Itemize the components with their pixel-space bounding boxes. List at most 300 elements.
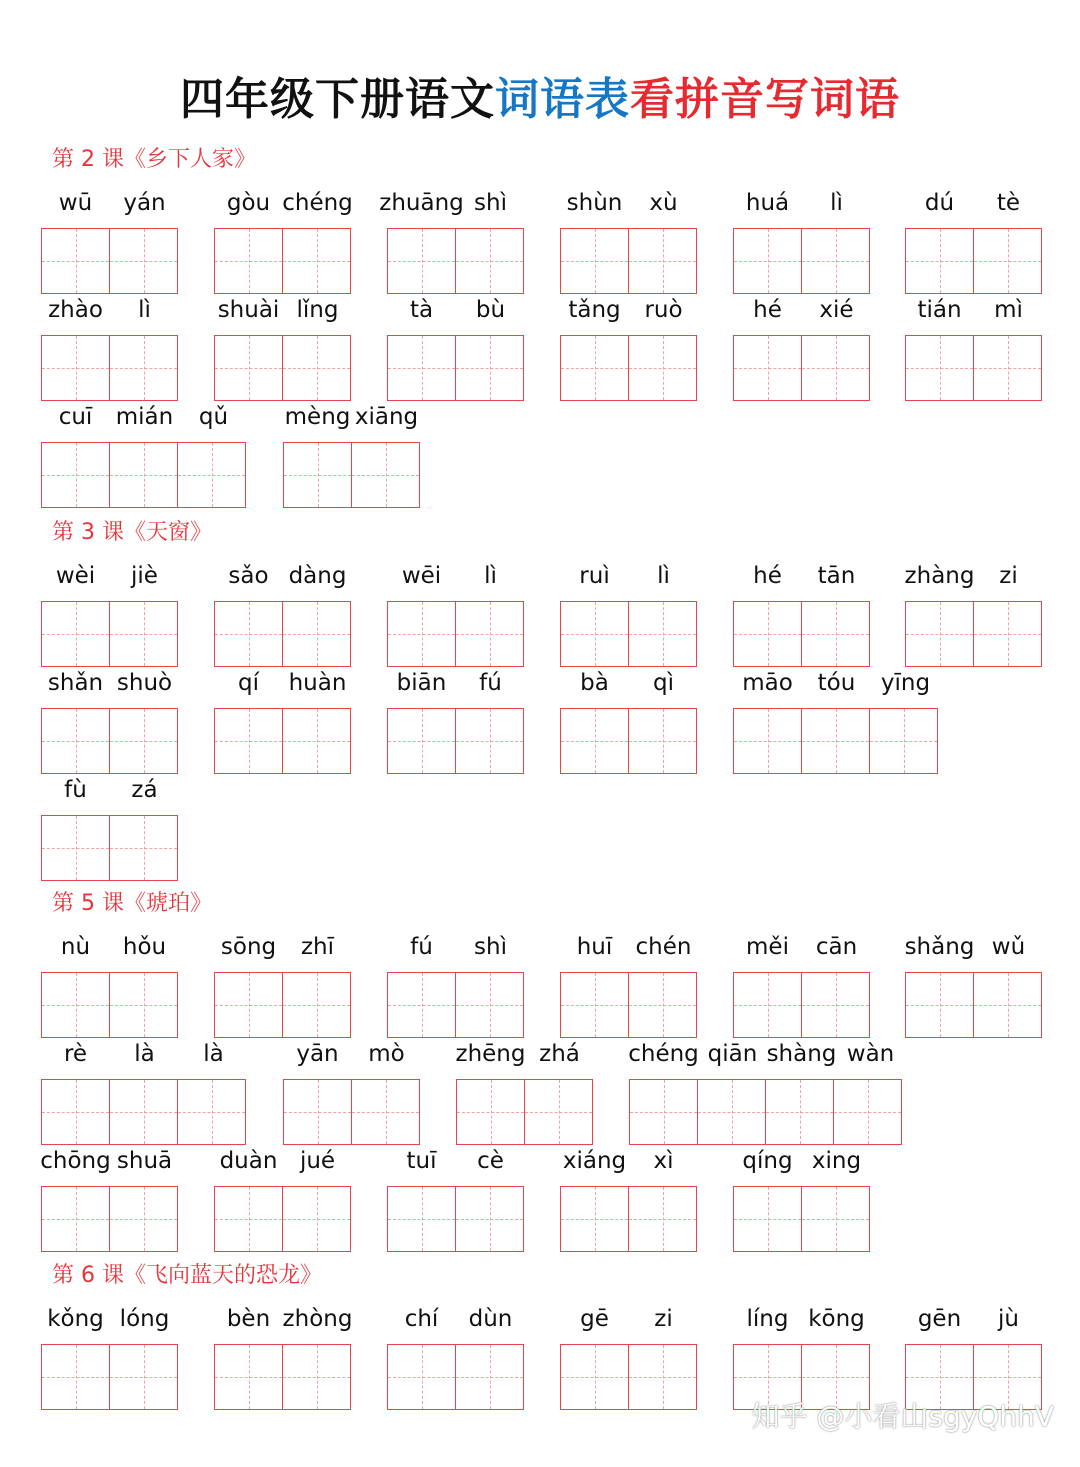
writing-boxes <box>387 601 524 667</box>
word-item <box>387 1302 525 1410</box>
tianzige-box[interactable] <box>628 1344 697 1410</box>
pinyin-syllable: rè <box>63 1041 88 1067</box>
tianzige-box[interactable] <box>109 228 178 294</box>
tianzige-box[interactable] <box>560 1186 629 1252</box>
pinyin-syllable: qíng <box>742 1148 793 1174</box>
tianzige-box[interactable] <box>41 708 110 774</box>
pinyin-syllable: qǔ <box>198 404 229 430</box>
tianzige-box[interactable] <box>41 442 110 508</box>
tianzige-box[interactable] <box>733 972 802 1038</box>
word-item <box>905 930 1043 1038</box>
tianzige-box[interactable] <box>387 1186 456 1252</box>
word-item <box>41 559 179 667</box>
pinyin-row <box>41 293 179 327</box>
tianzige-box[interactable] <box>560 228 629 294</box>
writing-boxes <box>41 442 246 508</box>
pinyin-syllable: mèng <box>284 404 351 430</box>
word-item <box>387 559 525 667</box>
pinyin-row <box>387 1144 525 1178</box>
lesson-heading: 第 6 课《飞向蓝天的恐龙》 <box>52 1263 322 1288</box>
pinyin-syllable: xiāng <box>354 404 419 430</box>
pinyin-syllable: wū <box>58 190 93 216</box>
writing-boxes <box>456 1079 593 1145</box>
pinyin-syllable: yān <box>296 1041 339 1067</box>
word-item <box>214 1302 352 1410</box>
tianzige-box[interactable] <box>833 1079 902 1145</box>
pinyin-syllable: mián <box>115 404 174 430</box>
pinyin-syllable: fù <box>64 777 87 803</box>
word-item <box>905 186 1043 294</box>
pinyin-row <box>733 186 871 220</box>
tianzige-box[interactable] <box>387 1344 456 1410</box>
pinyin-row <box>41 400 248 434</box>
writing-boxes <box>560 972 697 1038</box>
pinyin-syllable: shùn <box>566 190 623 216</box>
tianzige-box[interactable] <box>560 601 629 667</box>
pinyin-syllable: shuā <box>116 1148 173 1174</box>
pinyin-syllable: zi <box>999 563 1018 589</box>
pinyin-syllable: zhòng <box>282 1306 353 1332</box>
pinyin-syllable: lǐng <box>296 297 339 323</box>
pinyin-syllable: zhēng <box>455 1041 526 1067</box>
tianzige-box[interactable] <box>628 1186 697 1252</box>
tianzige-box[interactable] <box>41 1079 110 1145</box>
pinyin-syllable: là <box>203 1041 224 1067</box>
pinyin-syllable: shǎn <box>47 670 104 696</box>
pinyin-syllable: gēn <box>917 1306 962 1332</box>
word-item <box>214 930 352 1038</box>
pinyin-syllable: lì <box>657 563 670 589</box>
tianzige-box[interactable] <box>560 335 629 401</box>
pinyin-syllable: zá <box>131 777 158 803</box>
pinyin-syllable: chén <box>635 934 692 960</box>
pinyin-syllable: gòu <box>226 190 271 216</box>
tianzige-box[interactable] <box>733 708 802 774</box>
pinyin-syllable: duàn <box>219 1148 278 1174</box>
tianzige-box[interactable] <box>455 972 524 1038</box>
writing-boxes <box>41 1186 178 1252</box>
pinyin-syllable: xié <box>819 297 854 323</box>
writing-boxes <box>560 708 697 774</box>
tianzige-box[interactable] <box>628 972 697 1038</box>
pinyin-syllable: shuò <box>116 670 173 696</box>
pinyin-row <box>905 930 1043 964</box>
tianzige-box[interactable] <box>109 972 178 1038</box>
writing-boxes <box>905 601 1042 667</box>
tianzige-box[interactable] <box>455 1344 524 1410</box>
word-item <box>41 666 179 774</box>
tianzige-box[interactable] <box>560 1344 629 1410</box>
pinyin-syllable: fú <box>479 670 502 696</box>
pinyin-row <box>629 1037 905 1071</box>
tianzige-box[interactable] <box>282 1344 351 1410</box>
pinyin-syllable: gē <box>580 1306 609 1332</box>
pinyin-syllable: sōng <box>220 934 277 960</box>
pinyin-syllable: huī <box>576 934 613 960</box>
tianzige-box[interactable] <box>109 335 178 401</box>
pinyin-row <box>560 293 698 327</box>
writing-boxes <box>905 972 1042 1038</box>
tianzige-box[interactable] <box>214 228 283 294</box>
word-item <box>560 186 698 294</box>
pinyin-row <box>905 559 1043 593</box>
pinyin-row <box>41 559 179 593</box>
pinyin-syllable: chí <box>404 1306 439 1332</box>
tianzige-box[interactable] <box>41 815 110 881</box>
tianzige-box[interactable] <box>973 228 1042 294</box>
pinyin-syllable: huá <box>745 190 790 216</box>
pinyin-row <box>456 1037 594 1071</box>
writing-boxes <box>733 228 870 294</box>
word-item <box>283 400 421 508</box>
writing-boxes <box>41 228 178 294</box>
pinyin-row <box>214 186 352 220</box>
pinyin-syllable: mò <box>368 1041 405 1067</box>
tianzige-box[interactable] <box>109 1079 178 1145</box>
tianzige-box[interactable] <box>109 442 178 508</box>
writing-boxes <box>733 708 938 774</box>
pinyin-syllable: jiè <box>131 563 158 589</box>
pinyin-row <box>905 186 1043 220</box>
pinyin-row <box>283 400 421 434</box>
pinyin-syllable: tè <box>996 190 1021 216</box>
pinyin-row <box>560 930 698 964</box>
tianzige-box[interactable] <box>109 601 178 667</box>
writing-boxes <box>387 228 524 294</box>
pinyin-syllable: là <box>134 1041 155 1067</box>
tianzige-box[interactable] <box>801 708 870 774</box>
word-item <box>41 1037 248 1145</box>
word-item <box>41 1144 179 1252</box>
tianzige-box[interactable] <box>973 601 1042 667</box>
pinyin-syllable: wēi <box>401 563 442 589</box>
pinyin-syllable: yán <box>123 190 166 216</box>
tianzige-box[interactable] <box>214 1186 283 1252</box>
tianzige-box[interactable] <box>351 1079 420 1145</box>
tianzige-box[interactable] <box>628 601 697 667</box>
pinyin-syllable: kōng <box>808 1306 865 1332</box>
pinyin-syllable: qiān <box>707 1041 758 1067</box>
pinyin-row <box>214 293 352 327</box>
word-item <box>733 1144 871 1252</box>
tianzige-box[interactable] <box>387 601 456 667</box>
tianzige-box[interactable] <box>177 1079 246 1145</box>
pinyin-syllable: biān <box>396 670 447 696</box>
pinyin-syllable: xù <box>649 190 678 216</box>
tianzige-box[interactable] <box>973 335 1042 401</box>
tianzige-box[interactable] <box>905 972 974 1038</box>
pinyin-row <box>387 293 525 327</box>
word-item <box>560 930 698 1038</box>
word-item <box>214 293 352 401</box>
tianzige-box[interactable] <box>109 708 178 774</box>
pinyin-syllable: bà <box>580 670 609 696</box>
word-item <box>733 930 871 1038</box>
pinyin-syllable: mì <box>994 297 1023 323</box>
word-item <box>560 559 698 667</box>
tianzige-box[interactable] <box>109 1344 178 1410</box>
writing-boxes <box>214 601 351 667</box>
pinyin-row <box>41 930 179 964</box>
tianzige-box[interactable] <box>455 228 524 294</box>
word-item <box>456 1037 594 1145</box>
pinyin-row <box>214 1302 352 1336</box>
tianzige-box[interactable] <box>801 972 870 1038</box>
tianzige-box[interactable] <box>524 1079 593 1145</box>
tianzige-box[interactable] <box>282 708 351 774</box>
tianzige-box[interactable] <box>869 708 938 774</box>
pinyin-row <box>41 1302 179 1336</box>
tianzige-box[interactable] <box>41 1186 110 1252</box>
writing-boxes <box>905 335 1042 401</box>
writing-boxes <box>214 708 351 774</box>
word-item <box>41 400 248 508</box>
writing-boxes <box>214 335 351 401</box>
tianzige-box[interactable] <box>41 601 110 667</box>
pinyin-row <box>560 666 698 700</box>
writing-boxes <box>387 335 524 401</box>
writing-boxes <box>283 1079 420 1145</box>
tianzige-box[interactable] <box>177 442 246 508</box>
pinyin-row <box>214 1144 352 1178</box>
pinyin-row <box>214 559 352 593</box>
pinyin-syllable: lì <box>138 297 151 323</box>
pinyin-row <box>387 1302 525 1336</box>
tianzige-box[interactable] <box>282 1186 351 1252</box>
pinyin-syllable: qí <box>238 670 259 696</box>
tianzige-box[interactable] <box>733 601 802 667</box>
pinyin-row <box>41 186 179 220</box>
tianzige-box[interactable] <box>109 1186 178 1252</box>
writing-boxes <box>629 1079 902 1145</box>
pinyin-syllable: shuài <box>217 297 280 323</box>
tianzige-box[interactable] <box>905 335 974 401</box>
pinyin-syllable: bèn <box>226 1306 271 1332</box>
title-segment: 看拼音写词语 <box>630 74 900 125</box>
pinyin-syllable: shàng <box>766 1041 837 1067</box>
tianzige-box[interactable] <box>283 1079 352 1145</box>
tianzige-box[interactable] <box>733 1186 802 1252</box>
word-item <box>41 930 179 1038</box>
tianzige-box[interactable] <box>733 228 802 294</box>
pinyin-syllable: wèi <box>55 563 96 589</box>
tianzige-box[interactable] <box>628 335 697 401</box>
tianzige-box[interactable] <box>801 601 870 667</box>
word-item <box>733 559 871 667</box>
writing-boxes <box>733 1186 870 1252</box>
tianzige-box[interactable] <box>282 335 351 401</box>
writing-boxes <box>905 228 1042 294</box>
pinyin-syllable: lì <box>484 563 497 589</box>
pinyin-syllable: hǒu <box>122 934 167 960</box>
writing-boxes <box>41 815 178 881</box>
pinyin-syllable: cān <box>815 934 858 960</box>
pinyin-syllable: xì <box>653 1148 674 1174</box>
tianzige-box[interactable] <box>214 1344 283 1410</box>
word-item <box>41 293 179 401</box>
pinyin-syllable: tǎng <box>568 297 621 323</box>
pinyin-row <box>560 186 698 220</box>
tianzige-box[interactable] <box>214 601 283 667</box>
tianzige-box[interactable] <box>41 1344 110 1410</box>
word-item <box>41 1302 179 1410</box>
word-item <box>214 1144 352 1252</box>
pinyin-syllable: tān <box>817 563 856 589</box>
pinyin-syllable: tuī <box>406 1148 437 1174</box>
word-item <box>905 559 1043 667</box>
pinyin-row <box>387 559 525 593</box>
word-item <box>629 1037 905 1145</box>
tianzige-box[interactable] <box>387 228 456 294</box>
word-item <box>905 293 1043 401</box>
writing-boxes <box>214 228 351 294</box>
lesson-heading: 第 2 课《乡下人家》 <box>52 147 256 172</box>
pinyin-row <box>283 1037 421 1071</box>
tianzige-box[interactable] <box>455 708 524 774</box>
title-segment: 词语表 <box>495 74 630 125</box>
writing-boxes <box>560 601 697 667</box>
tianzige-box[interactable] <box>973 972 1042 1038</box>
word-item <box>214 666 352 774</box>
writing-boxes <box>387 1344 524 1410</box>
tianzige-box[interactable] <box>214 335 283 401</box>
writing-boxes <box>560 335 697 401</box>
pinyin-row <box>905 1302 1043 1336</box>
pinyin-syllable: chéng <box>628 1041 699 1067</box>
pinyin-syllable: lì <box>830 190 843 216</box>
writing-boxes <box>214 1344 351 1410</box>
writing-boxes <box>733 972 870 1038</box>
tianzige-box[interactable] <box>765 1079 834 1145</box>
tianzige-box[interactable] <box>456 1079 525 1145</box>
writing-boxes <box>560 1344 697 1410</box>
word-item <box>560 1302 698 1410</box>
tianzige-box[interactable] <box>733 335 802 401</box>
pinyin-syllable: jué <box>299 1148 336 1174</box>
tianzige-box[interactable] <box>387 335 456 401</box>
tianzige-box[interactable] <box>455 335 524 401</box>
tianzige-box[interactable] <box>905 601 974 667</box>
writing-boxes <box>560 1186 697 1252</box>
word-item <box>905 1302 1043 1410</box>
tianzige-box[interactable] <box>282 601 351 667</box>
watermark: 知乎 @小看山sgyQhhV <box>751 1400 1054 1433</box>
pinyin-row <box>733 930 871 964</box>
pinyin-syllable: líng <box>746 1306 789 1332</box>
writing-boxes <box>214 972 351 1038</box>
tianzige-box[interactable] <box>905 228 974 294</box>
tianzige-box[interactable] <box>801 335 870 401</box>
pinyin-syllable: zhī <box>300 934 335 960</box>
writing-boxes <box>214 1186 351 1252</box>
tianzige-box[interactable] <box>387 708 456 774</box>
pinyin-row <box>41 666 179 700</box>
word-item <box>387 930 525 1038</box>
pinyin-syllable: kǒng <box>47 1306 104 1332</box>
pinyin-syllable: ruì <box>579 563 610 589</box>
pinyin-syllable: bù <box>475 297 506 323</box>
tianzige-box[interactable] <box>41 972 110 1038</box>
tianzige-box[interactable] <box>801 228 870 294</box>
pinyin-syllable: dú <box>924 190 955 216</box>
writing-boxes <box>387 1186 524 1252</box>
tianzige-box[interactable] <box>697 1079 766 1145</box>
word-item <box>560 293 698 401</box>
pinyin-syllable: chōng <box>40 1148 111 1174</box>
pinyin-row <box>733 293 871 327</box>
tianzige-box[interactable] <box>214 708 283 774</box>
pinyin-syllable: yīng <box>880 670 931 696</box>
word-item <box>560 1144 698 1252</box>
word-item <box>387 1144 525 1252</box>
tianzige-box[interactable] <box>628 228 697 294</box>
title-segment: 四年级下册语文 <box>180 74 495 125</box>
tianzige-box[interactable] <box>629 1079 698 1145</box>
word-item <box>733 666 940 774</box>
tianzige-box[interactable] <box>560 972 629 1038</box>
tianzige-box[interactable] <box>282 972 351 1038</box>
page-title <box>0 70 1080 130</box>
pinyin-syllable: ruò <box>644 297 683 323</box>
tianzige-box[interactable] <box>41 335 110 401</box>
word-item <box>387 293 525 401</box>
word-item <box>733 293 871 401</box>
word-item <box>214 186 352 294</box>
tianzige-box[interactable] <box>351 442 420 508</box>
lesson-heading: 第 3 课《天窗》 <box>52 520 212 545</box>
pinyin-row <box>41 1144 179 1178</box>
writing-boxes <box>41 972 178 1038</box>
writing-boxes <box>283 442 420 508</box>
pinyin-syllable: měi <box>746 934 789 960</box>
tianzige-box[interactable] <box>109 815 178 881</box>
tianzige-box[interactable] <box>560 708 629 774</box>
pinyin-row <box>733 559 871 593</box>
pinyin-syllable: zhàng <box>904 563 975 589</box>
pinyin-syllable: dùn <box>468 1306 513 1332</box>
pinyin-row <box>733 666 940 700</box>
pinyin-syllable: hé <box>753 297 782 323</box>
tianzige-box[interactable] <box>282 228 351 294</box>
tianzige-box[interactable] <box>801 1186 870 1252</box>
pinyin-syllable: sǎo <box>228 563 269 589</box>
tianzige-box[interactable] <box>628 708 697 774</box>
word-item <box>733 186 871 294</box>
tianzige-box[interactable] <box>214 972 283 1038</box>
writing-boxes <box>733 601 870 667</box>
pinyin-row <box>560 1144 698 1178</box>
writing-boxes <box>41 601 178 667</box>
pinyin-syllable: wàn <box>846 1041 895 1067</box>
pinyin-syllable: huàn <box>288 670 347 696</box>
lesson-heading: 第 5 课《琥珀》 <box>52 891 212 916</box>
pinyin-row <box>41 1037 248 1071</box>
writing-boxes <box>560 228 697 294</box>
tianzige-box[interactable] <box>455 1186 524 1252</box>
tianzige-box[interactable] <box>41 228 110 294</box>
word-item <box>387 666 525 774</box>
pinyin-syllable: tián <box>917 297 962 323</box>
word-item <box>560 666 698 774</box>
word-item <box>41 186 179 294</box>
tianzige-box[interactable] <box>455 601 524 667</box>
tianzige-box[interactable] <box>283 442 352 508</box>
pinyin-syllable: wǔ <box>991 934 1026 960</box>
pinyin-syllable: cuī <box>58 404 93 430</box>
writing-boxes <box>733 335 870 401</box>
tianzige-box[interactable] <box>387 972 456 1038</box>
pinyin-syllable: xiáng <box>562 1148 627 1174</box>
